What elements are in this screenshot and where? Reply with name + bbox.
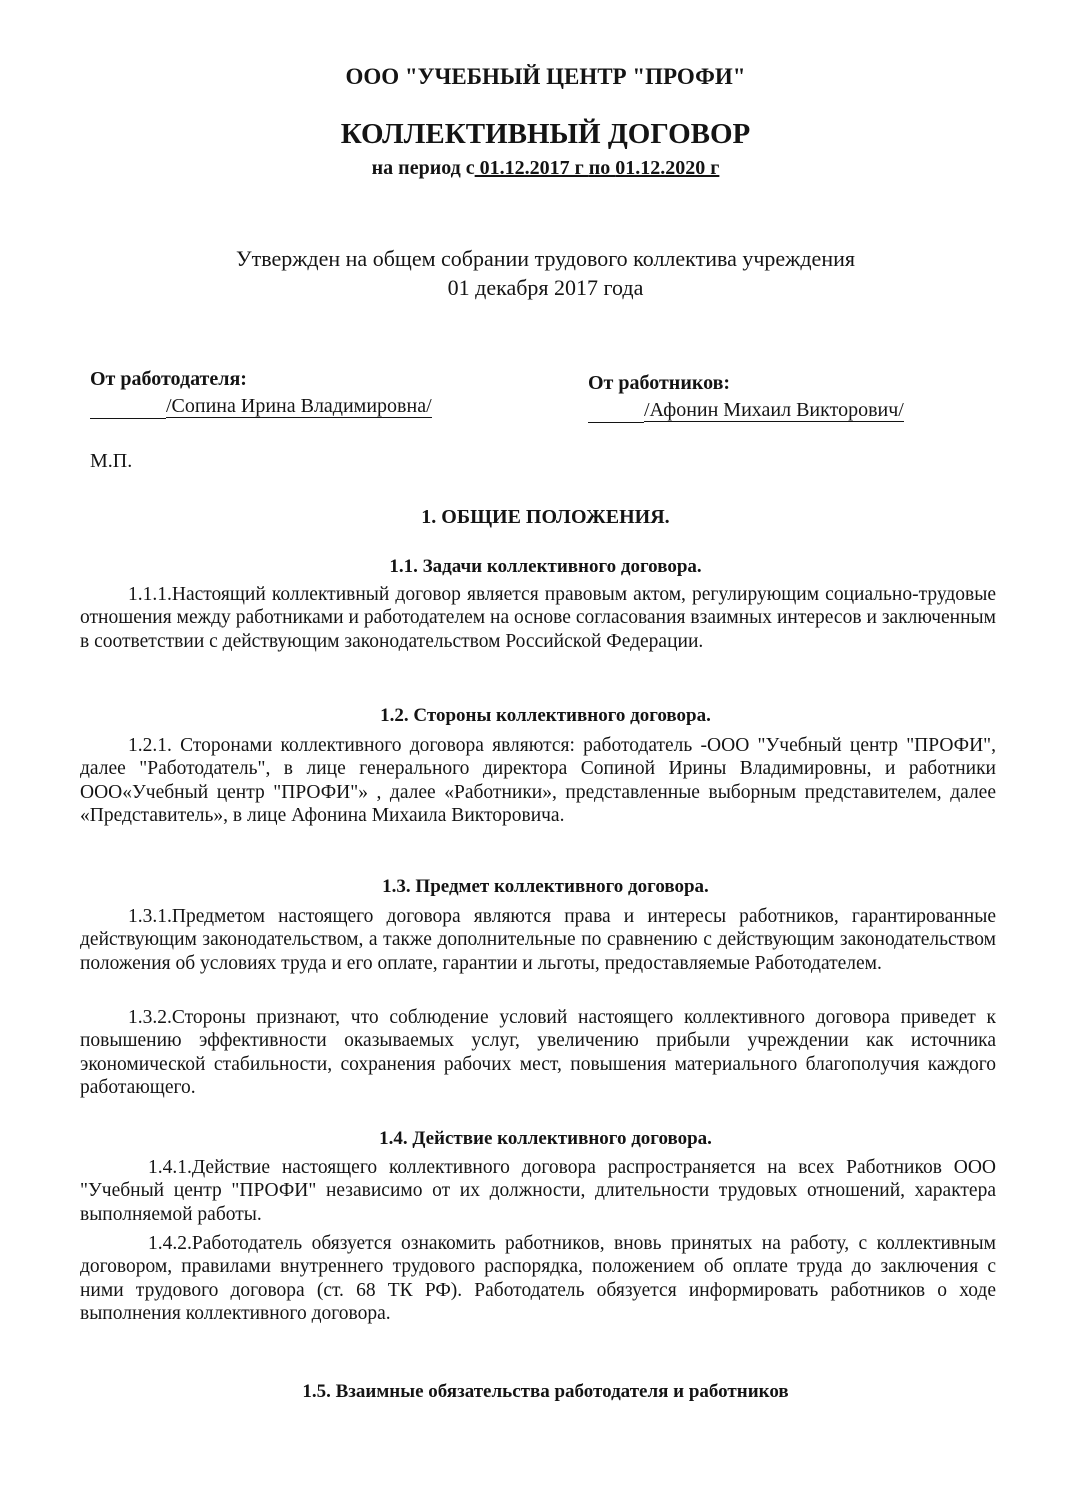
paragraph-1-3-2: 1.3.2.Стороны признают, что соблюдение условий настоящего коллективного договора приведет к повышению эффективности оказываемых услуг, увеличению прибыли учреждении как источника экономической стабильности, сохранения рабочих мест, повышения материального благополучия каждого работающего. bbox=[80, 1007, 996, 1098]
employer-name: /Сопина Ирина Владимировна/ bbox=[166, 395, 432, 417]
paragraph-1-4-2: 1.4.2.Работодатель обязуется ознакомить работников, вновь принятых на работу, с коллективным договором, правилами внутреннего трудового распорядка, положением об оплате труда до заключения с ними трудового договора (ст. 68 ТК РФ). Работодатель обязуется информировать работников о ходе выполнения коллективного договора. bbox=[80, 1233, 996, 1324]
period-start-date: 01.12.2017 г bbox=[474, 157, 589, 179]
signature-line bbox=[90, 395, 166, 419]
organization-name: ООО "УЧЕБНЫЙ ЦЕНТР "ПРОФИ" bbox=[345, 64, 746, 89]
employees-signature bbox=[588, 399, 904, 423]
period-middle: по bbox=[588, 157, 616, 179]
employees-label: От работников: bbox=[588, 372, 731, 394]
subsection-heading-1-4: 1.4. Действие коллективного договора. bbox=[379, 1128, 712, 1149]
employer-label: От работодателя: bbox=[90, 368, 247, 390]
subsection-heading-1-5: 1.5. Взаимные обязательства работодателя и работников bbox=[302, 1381, 789, 1402]
contract-period bbox=[0, 157, 1091, 180]
paragraph-1-1-1: 1.1.1.Настоящий коллективный договор является правовым актом, регулирующим социально-трудовые отношения между работниками и работодателем на основе согласования взаимных интересов и заключенным в соответствии с действующим законодательством Российской Федерации. bbox=[80, 584, 996, 652]
subsection-heading-1-3: 1.3. Предмет коллективного договора. bbox=[382, 876, 709, 897]
paragraph-1-3-1: 1.3.1.Предметом настоящего договора являются права и интересы работников, гарантированные действующим законодательством, а также дополнительные по сравнению с действующим законодательством положения об условиях труда и его оплате, гарантии и льготы, предоставляемые Работодателем. bbox=[80, 906, 996, 974]
paragraph-1-4-1: 1.4.1.Действие настоящего коллективного договора распространяется на всех Работников ООО "Учебный центр "ПРОФИ" независимо от их должности, длительности трудовых отношений, характера выполняемой работы. bbox=[80, 1157, 996, 1225]
subsection-heading-1-1: 1.1. Задачи коллективного договора. bbox=[389, 556, 702, 577]
section-heading: 1. ОБЩИЕ ПОЛОЖЕНИЯ. bbox=[421, 506, 670, 528]
seal-mark: М.П. bbox=[90, 450, 133, 472]
period-prefix: на период с bbox=[371, 157, 475, 179]
signature-line bbox=[588, 399, 644, 423]
document-title: КОЛЛЕКТИВНЫЙ ДОГОВОР bbox=[340, 118, 751, 150]
employees-name: /Афонин Михаил Викторович/ bbox=[644, 399, 904, 421]
employer-signature bbox=[90, 395, 432, 419]
approval-line-2: 01 декабря 2017 года bbox=[447, 275, 644, 300]
period-end-date: 01.12.2020 г bbox=[615, 157, 720, 179]
subsection-heading-1-2: 1.2. Стороны коллективного договора. bbox=[380, 705, 711, 726]
paragraph-1-2-1: 1.2.1. Сторонами коллективного договора являются: работодатель -ООО "Учебный центр "ПРОФИ", далее "Работодатель", в лице генерального директора Сопиной Ирины Владимировны, и работники ООО«Учебный центр "ПРОФИ"» , далее «Работники», представленные выборным представителем, далее «Представитель», в лице Афонина Михаила Викторовича. bbox=[80, 735, 996, 826]
approval-note bbox=[0, 244, 1091, 302]
approval-line-1: Утвержден на общем собрании трудового коллектива учреждения bbox=[236, 246, 855, 271]
